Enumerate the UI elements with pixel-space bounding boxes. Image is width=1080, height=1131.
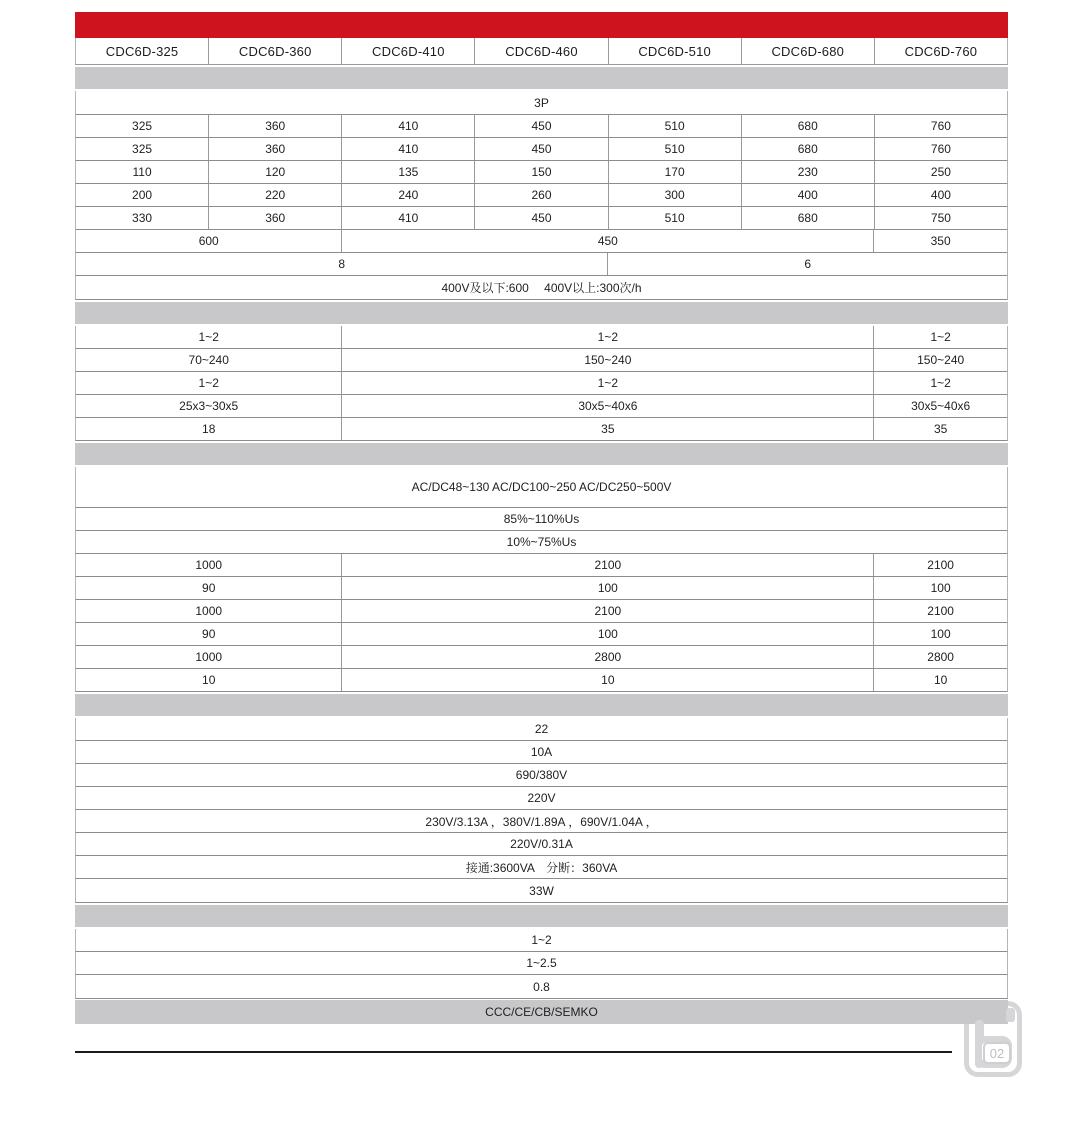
table-row [75, 91, 1008, 115]
table-cell: 100 [342, 623, 874, 645]
table-cell: 680 [742, 207, 875, 229]
table-row [75, 349, 1008, 372]
table-cell: 170 [609, 161, 742, 183]
table-cell: 1~2 [531, 933, 552, 947]
table-cell: 2100 [342, 554, 874, 576]
red-title-bar [75, 12, 1008, 38]
table-row [75, 577, 1008, 600]
table-cell: 680 [742, 115, 875, 137]
table-cell: 510 [609, 138, 742, 160]
table-row [75, 276, 1008, 300]
badge-notch [1006, 1008, 1015, 1022]
table-row [75, 467, 1008, 508]
table-cell: 325 [76, 115, 209, 137]
table-cell: 600 [76, 230, 342, 252]
table-cell: 410 [342, 138, 475, 160]
table-row [75, 395, 1008, 418]
table-cell: 1000 [76, 646, 342, 668]
table-cell: 1~2 [342, 326, 874, 348]
column-header: CDC6D-680 [742, 38, 875, 64]
table-cell: 450 [475, 115, 608, 137]
table-cell: 1~2 [342, 372, 874, 394]
table-cell: 3P [534, 95, 549, 110]
table-cell: 100 [930, 581, 951, 595]
column-header: CDC6D-360 [209, 38, 342, 64]
footer-rule [75, 1051, 952, 1053]
table-cell: AC/DC48~130 AC/DC100~250 AC/DC250~500V [411, 480, 672, 494]
table-cell: 760 [930, 119, 951, 133]
table-row [75, 646, 1008, 669]
section-divider [75, 694, 1008, 716]
table-row [75, 253, 1008, 276]
table-cell: 2800 [927, 650, 954, 664]
table-cell: 110 [76, 161, 209, 183]
table-cell: 250 [930, 165, 951, 179]
table-cell: 1000 [76, 600, 342, 622]
table-cell: 1~2 [76, 326, 342, 348]
table-cell: 100 [930, 627, 951, 641]
table-row [75, 856, 1008, 879]
table-cell: 230V/3.13A ，380V/1.89A ，690V/1.04A ， [425, 814, 658, 829]
table-row [75, 1000, 1008, 1024]
column-header-row [75, 38, 1008, 65]
table-cell: 30x5~40x6 [911, 399, 971, 413]
table-cell: 450 [342, 230, 874, 252]
table-cell: 150~240 [917, 353, 965, 367]
table-cell: 260 [475, 184, 608, 206]
table-row [75, 230, 1008, 253]
table-row [75, 879, 1008, 903]
page-number: 02 [983, 1042, 1011, 1064]
column-header: CDC6D-460 [475, 38, 608, 64]
table-cell: 230 [742, 161, 875, 183]
table-row [75, 669, 1008, 692]
table-cell: 300 [609, 184, 742, 206]
table-cell: 680 [742, 138, 875, 160]
table-cell: CCC/CE/CB/SEMKO [485, 1005, 598, 1019]
table-cell: 10A [530, 745, 553, 759]
section-divider [75, 302, 1008, 324]
column-header: CDC6D-325 [76, 38, 209, 64]
table-cell: 30x5~40x6 [342, 395, 874, 417]
table-cell: 120 [209, 161, 342, 183]
table-cell: 0.8 [533, 979, 550, 994]
table-row [75, 741, 1008, 764]
table-cell: 18 [76, 418, 342, 440]
table-cell: 10%~75%Us [506, 535, 577, 549]
table-cell: 10 [342, 669, 874, 691]
column-header: CDC6D-410 [342, 38, 475, 64]
table-cell: 2100 [927, 558, 954, 572]
table-row [75, 372, 1008, 395]
table-cell: 90 [76, 577, 342, 599]
table-cell: 360 [209, 138, 342, 160]
table-row [75, 833, 1008, 856]
table-cell: 25x3~30x5 [76, 395, 342, 417]
table-cell: 10 [76, 669, 342, 691]
table-cell: 200 [76, 184, 209, 206]
table-row [75, 161, 1008, 184]
table-cell: 220V/0.31A [510, 837, 573, 851]
table-cell: 325 [76, 138, 209, 160]
table-row [75, 418, 1008, 441]
table-cell: 85%~110%Us [503, 512, 580, 526]
table-cell: 1~2 [76, 372, 342, 394]
table-cell: 2100 [927, 604, 954, 618]
table-cell: 360 [209, 207, 342, 229]
column-header: CDC6D-760 [904, 43, 978, 59]
table-cell: 350 [930, 234, 951, 248]
table-cell: 1000 [76, 554, 342, 576]
table-cell: 150~240 [342, 349, 874, 371]
table-cell: 450 [475, 138, 608, 160]
table-body [75, 67, 1008, 1024]
table-cell: 1~2 [930, 376, 951, 390]
table-row [75, 764, 1008, 787]
table-cell: 接通:3600VA 分断：360VA [465, 860, 618, 875]
table-cell: 135 [342, 161, 475, 183]
table-cell: 150 [475, 161, 608, 183]
table-row [75, 975, 1008, 999]
spec-table [75, 12, 1008, 1024]
table-cell: 1~2 [930, 330, 951, 344]
table-cell: 70~240 [76, 349, 342, 371]
table-cell: 510 [609, 207, 742, 229]
table-row [75, 787, 1008, 810]
table-cell: 690/380V [515, 768, 568, 782]
table-row [75, 184, 1008, 207]
table-cell: 100 [342, 577, 874, 599]
table-cell: 2100 [342, 600, 874, 622]
table-row [75, 207, 1008, 230]
table-cell: 450 [475, 207, 608, 229]
section-divider [75, 905, 1008, 927]
table-row [75, 508, 1008, 531]
table-row [75, 929, 1008, 952]
table-cell: 90 [76, 623, 342, 645]
table-cell: 330 [76, 207, 209, 229]
table-row [75, 600, 1008, 623]
table-row [75, 554, 1008, 577]
table-cell: 400 [742, 184, 875, 206]
table-cell: 22 [534, 722, 549, 736]
table-cell: 8 [76, 253, 608, 275]
table-cell: 410 [342, 207, 475, 229]
table-row [75, 623, 1008, 646]
table-cell: 33W [529, 883, 554, 898]
table-row [75, 326, 1008, 349]
table-row [75, 138, 1008, 161]
column-header: CDC6D-510 [609, 38, 742, 64]
table-row [75, 810, 1008, 833]
table-cell: 410 [342, 115, 475, 137]
table-cell: 220 [209, 184, 342, 206]
table-cell: 400V及以下:600 400V以上:300次/h [441, 281, 642, 295]
table-cell: 35 [342, 418, 874, 440]
table-cell: 750 [930, 211, 951, 225]
table-cell: 1~2.5 [526, 956, 557, 970]
table-row [75, 115, 1008, 138]
table-cell: 240 [342, 184, 475, 206]
table-cell: 220V [527, 791, 556, 805]
table-cell: 2800 [342, 646, 874, 668]
table-cell: 6 [804, 257, 812, 271]
table-cell: 360 [209, 115, 342, 137]
table-cell: 510 [609, 115, 742, 137]
table-cell: 760 [930, 142, 951, 156]
section-divider [75, 67, 1008, 89]
table-cell: 35 [933, 422, 948, 436]
table-row [75, 952, 1008, 975]
table-row [75, 531, 1008, 554]
table-cell: 10 [933, 673, 948, 687]
table-cell: 400 [930, 188, 951, 202]
section-divider [75, 443, 1008, 465]
table-row [75, 718, 1008, 741]
